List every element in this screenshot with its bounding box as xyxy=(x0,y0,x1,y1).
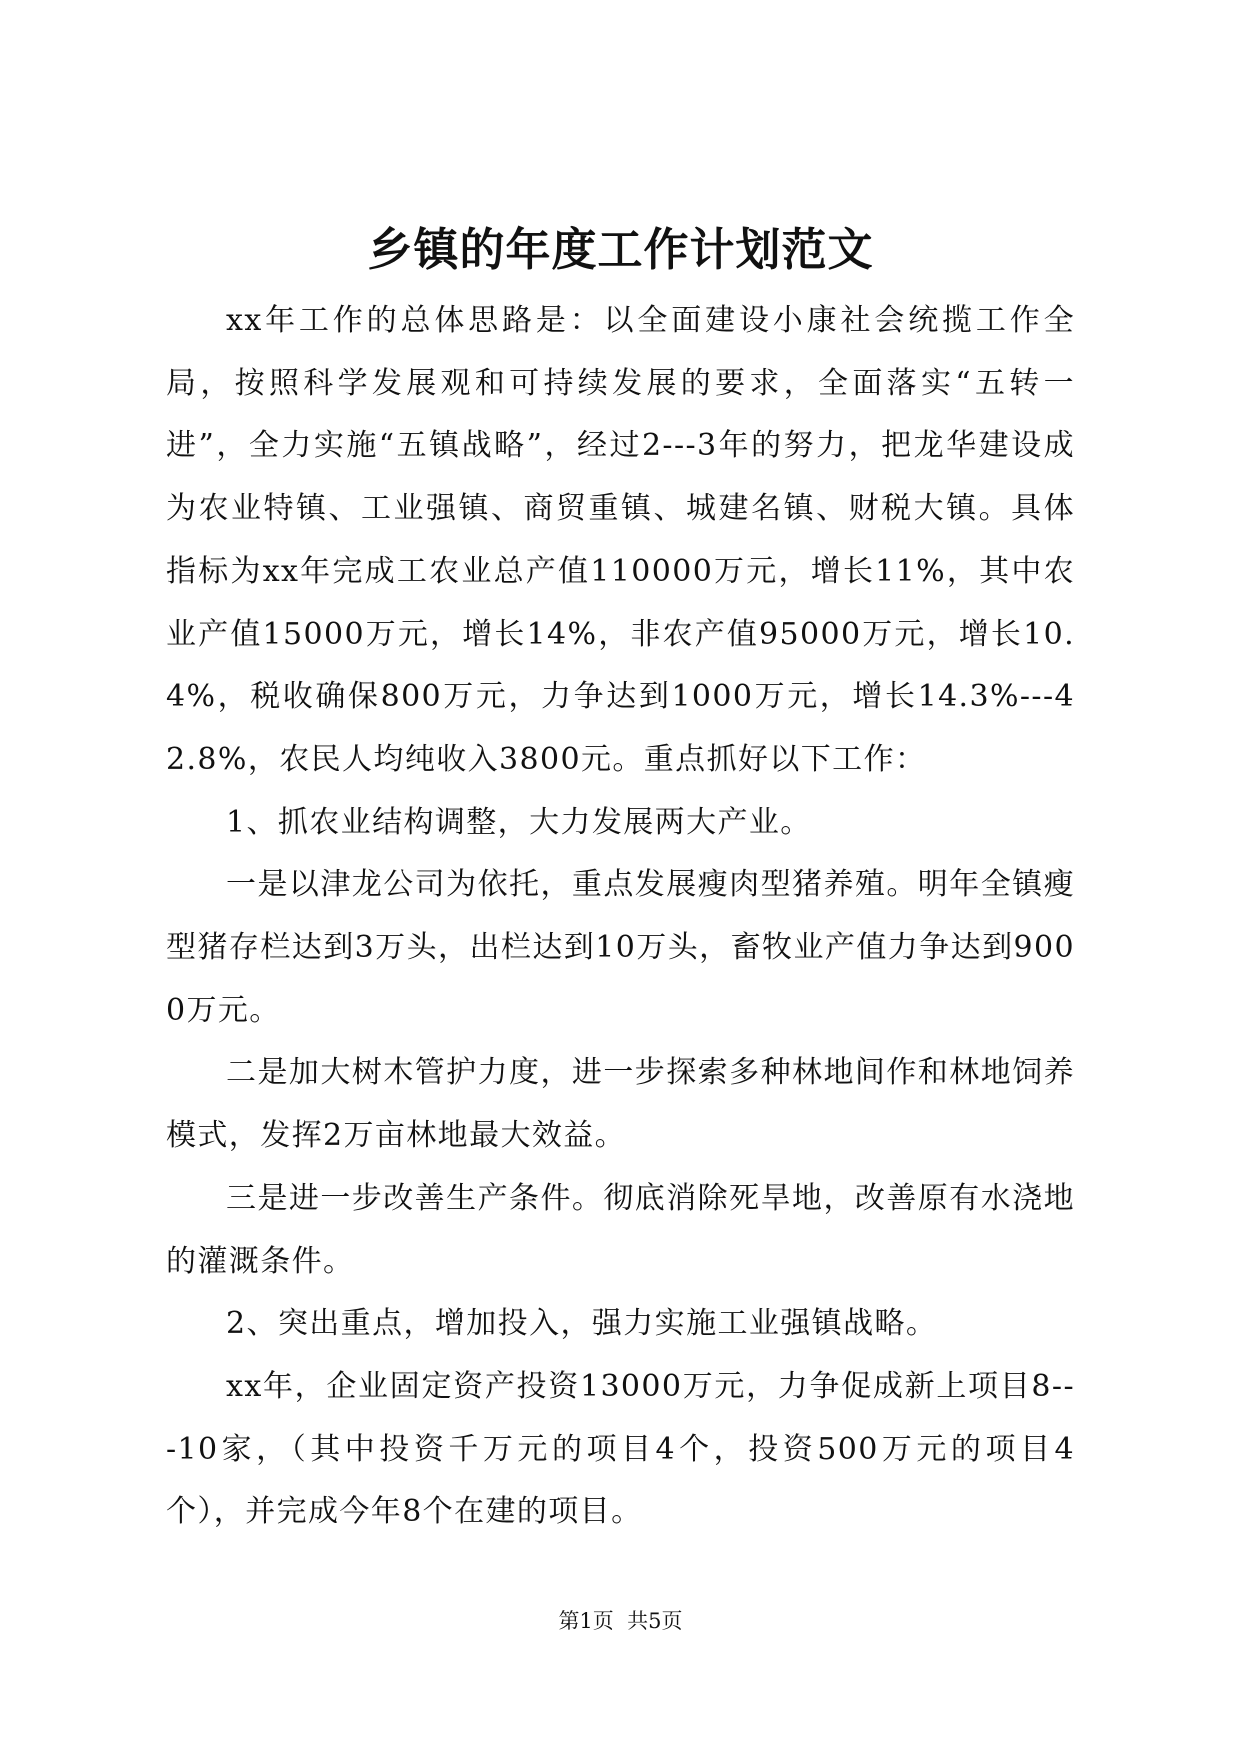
paragraph-investment: xx年，企业固定资产投资13000万元，力争促成新上项目8---10家，（其中投资千万元的项目4个，投资500万元的项目4个），并完成今年8个在建的项目。 xyxy=(166,1368,1075,1530)
document-body xyxy=(166,290,1075,1544)
document-title: 乡镇的年度工作计划范文 xyxy=(367,223,874,276)
page-number: 第1页 xyxy=(558,1609,614,1633)
paragraph-irrigation: 三是进一步改善生产条件。彻底消除死旱地，改善原有水浇地的灌溉条件。 xyxy=(166,1180,1075,1279)
paragraph-pig-farming: 一是以津龙公司为依托，重点发展瘦肉型猪养殖。明年全镇瘦型猪存栏达到3万头，出栏达到10万头，畜牧业产值力争达到9000万元。 xyxy=(166,867,1075,1028)
paragraph-overall-plan: xx年工作的总体思路是：以全面建设小康社会统揽工作全局，按照科学发展观和可持续发展的要求，全面落实“五转一进”，全力实施“五镇战略”，经过2---3年的努力，把龙华建设成为农业特镇、工业强镇、商贸重镇、城建名镇、财税大镇。具体指标为xx年完成工农业总产值110000万元，增长11%，其中农业产值15000万元，增长14%，非农产值95000万元，增长10.4%，税收确保800万元，力争达到1000万元，增长14.3%---42.8%，农民人均纯收入3800元。重点抓好以下工作： xyxy=(166,303,1075,777)
paragraph-forestry: 二是加大树木管护力度，进一步探索多种林地间作和林地饲养模式，发挥2万亩林地最大效益。 xyxy=(166,1055,1075,1154)
page-total: 共5页 xyxy=(627,1609,683,1633)
paragraph-section-1-heading: 1、抓农业结构调整，大力发展两大产业。 xyxy=(226,804,812,840)
page-footer xyxy=(0,1606,1241,1636)
paragraph-section-2-heading: 2、突出重点，增加投入，强力实施工业强镇战略。 xyxy=(226,1306,938,1342)
